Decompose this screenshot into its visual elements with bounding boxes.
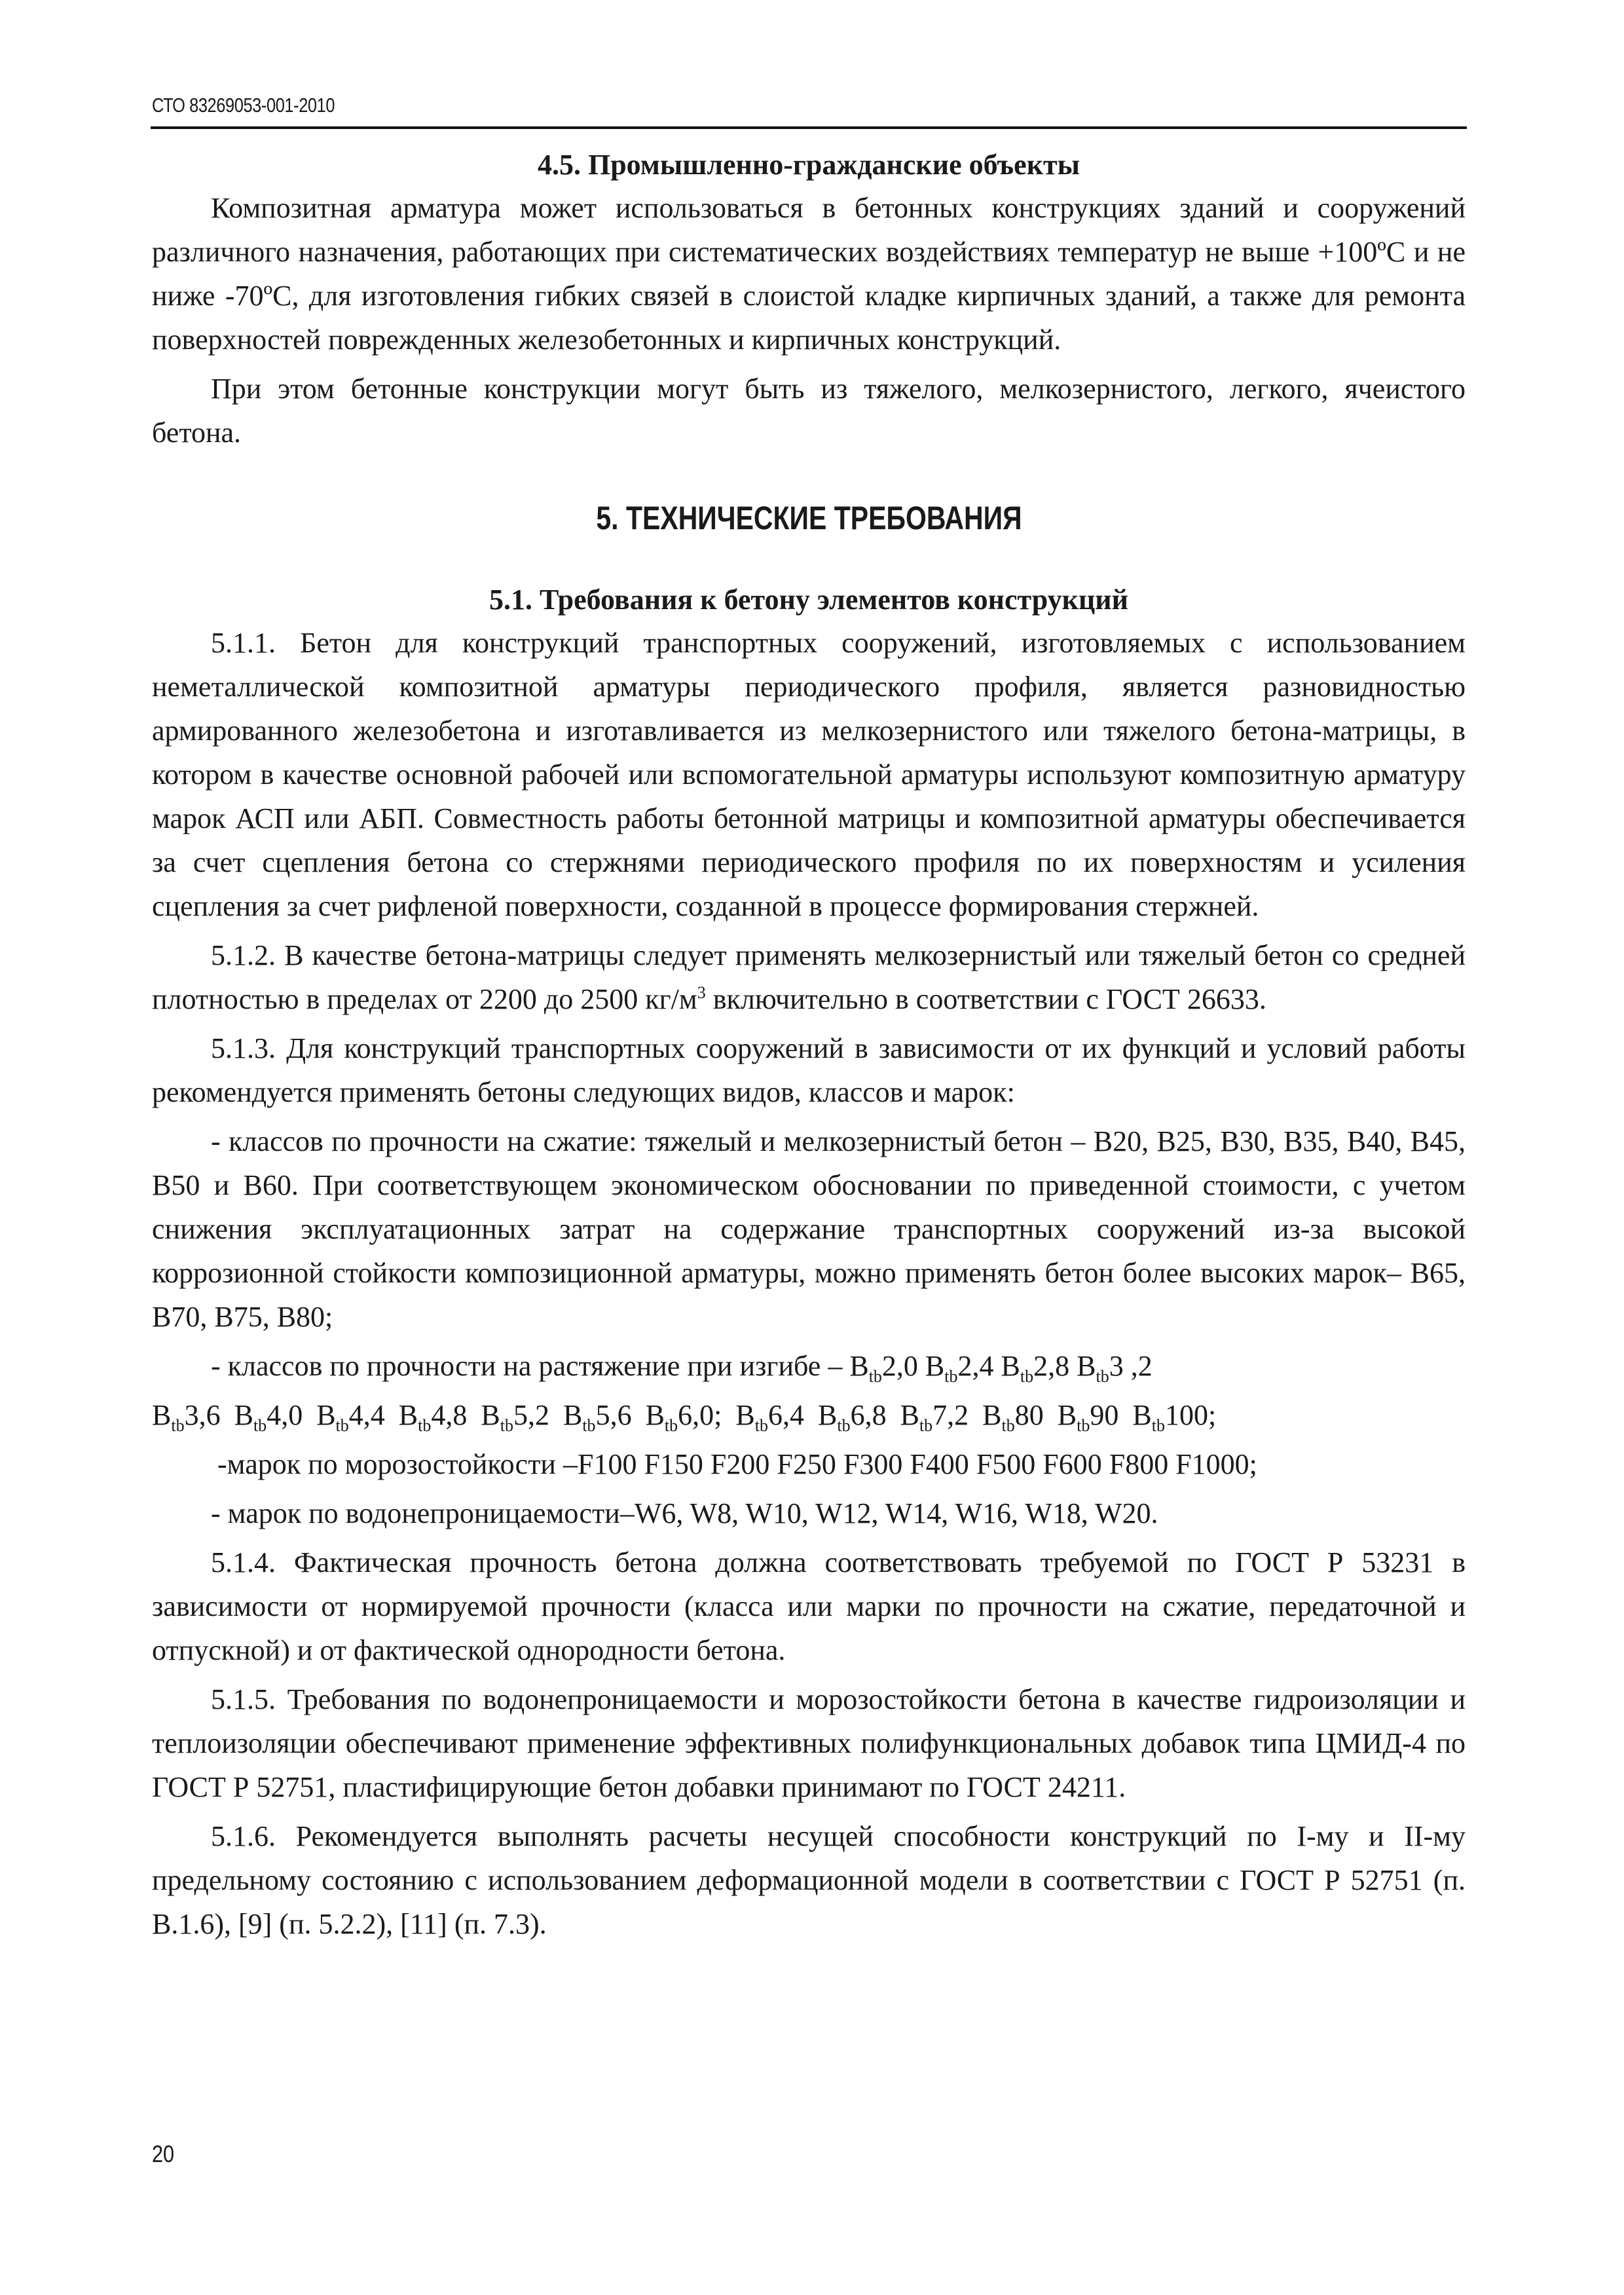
list-item-water-resistance: - марок по водонепроницаемости–W6, W8, W10, W12, W14, W16, W18, W20. — [211, 1497, 1158, 1529]
btb-line2-term: $B_{tb}3,6$ — [152, 1399, 221, 1435]
paragraph-5-1-6: 5.1.6. Рекомендуется выполнять расчеты несущей способности конструкций по I-му и II-му предельному состоянию с использованием деформационной модели в соответствии с ГОСТ Р 52751 (п. В.1.6), [9] (п. 5.2.2), [11] (п. 7.3). — [152, 1820, 1466, 1940]
btb-line1-term: $B_{tb}2,4$ — [925, 1350, 994, 1386]
btb-line2-term: $B_{tb}4,4$ — [316, 1399, 385, 1435]
btb-line2-term: $B_{tb}5,2$ — [481, 1399, 549, 1435]
tension-classes-intro: - классов по прочности на растяжение при изгибе – — [211, 1350, 843, 1382]
section-5-1-title: 5.1. Требования к бетону элементов конструкций — [489, 584, 1129, 616]
btb-line2-term: $B_{tb}90$ — [1057, 1399, 1119, 1435]
paragraph-5-1-1: 5.1.1. Бетон для конструкций транспортных сооружений, изготовляемых с использованием неметаллической композитной арматуры периодического профиля, является разновидностью армированного железобетона и изготавливается из мелкозернистого или тяжелого бетона-матрицы, в котором в качестве основной рабочей или вспомогательной арматуры используют композитную арматуру марок АСП или АБП. Совместность работы бетонной матрицы и композитной арматуры обеспечивается за счет сцепления бетона со стержнями периодического профиля по их поверхностям и усиления сцепления за счет рифленой поверхности, созданной в процессе формирования стержней. — [152, 627, 1466, 922]
section-4-5-paragraph-2: При этом бетонные конструкции могут быть из тяжелого, мелкозернистого, легкого, ячеистого бетона. — [152, 373, 1466, 449]
btb-line2-term: $B_{tb}6,4$ — [735, 1399, 804, 1435]
btb-line1-term: $B_{tb}2,0$ — [849, 1350, 918, 1386]
paragraph-5-1-3: 5.1.3. Для конструкций транспортных сооружений в зависимости от их функций и условий работы рекомендуется применять бетоны следующих видов, классов и марок: — [152, 1032, 1466, 1108]
btb-line2-term: $B_{tb}6,8$ — [817, 1399, 887, 1435]
list-item-tension-classes — [152, 1344, 1466, 1388]
btb-line2-term: $B_{tb}7,2$ — [900, 1399, 969, 1435]
btb-line1-term: $B_{tb}3$ ,2 — [1077, 1350, 1153, 1386]
btb-line2-term: $B_{tb}4,0$ — [234, 1399, 303, 1435]
list-item-frost-resistance: -марок по морозостойкости –F100 F150 F200 F250 F300 F400 F500 F600 F800 F1000; — [217, 1448, 1257, 1480]
section-5-title: 5. ТЕХНИЧЕСКИЕ ТРЕБОВАНИЯ — [595, 500, 1022, 536]
page-number: 20 — [152, 2140, 175, 2167]
btb-line2-term: $B_{tb}80$ — [982, 1399, 1044, 1435]
btb-line1-term: $B_{tb}2,8$ — [1001, 1350, 1070, 1386]
section-4-5-paragraph-1: Композитная арматура может использоваться в бетонных конструкциях зданий и сооружений различного назначения, работающих при систематических воздействиях температур не выше +100ºС и не ниже -70ºС, для изготовления гибких связей в слоистой кладке кирпичных зданий, а также для ремонта поверхностей поврежденных железобетонных и кирпичных конструкций. — [152, 192, 1466, 356]
btb-line2-term: $B_{tb}5,6$ — [563, 1399, 632, 1435]
header-rule — [151, 126, 1467, 129]
btb-line2-term: $B_{tb}6,0$; — [645, 1399, 722, 1435]
paragraph-5-1-5: 5.1.5. Требования по водонепроницаемости и морозостойкости бетона в качестве гидроизоляции и теплоизоляции обеспечивают применение эффективных полифункциональных добавок типа ЦМИД-4 по ГОСТ Р 52751, пластифицирующие бетон добавки принимают по ГОСТ 24211. — [152, 1683, 1466, 1803]
list-item-compression-classes: - классов по прочности на сжатие: тяжелый и мелкозернистый бетон – В20, В25, В30, В35, В40, В45, В50 и В60. При соответствующем экономическом обосновании по приведенной стоимости, с учетом снижения эксплуатационных затрат на содержание транспортных сооружений из-за высокой коррозионной стойкости композиционной арматуры, можно применять бетон более высоких марок– В65, В70, В75, В80; — [152, 1125, 1466, 1333]
paragraph-5-1-2: 5.1.2. В качестве бетона-матрицы следует применять мелкозернистый или тяжелый бетон со средней плотностью в пределах от 2200 до 2500 $кг/м^3$ включительно в соответствии с ГОСТ 26633. — [152, 939, 1466, 1015]
btb-classes-line-1 — [849, 1350, 1153, 1386]
section-4-5-title: 4.5. Промышленно-гражданские объекты — [537, 149, 1080, 181]
paragraph-5-1-4: 5.1.4. Фактическая прочность бетона должна соответствовать требуемой по ГОСТ Р 53231 в зависимости от нормируемой прочности (класса или марки по прочности на сжатие, передаточной и отпускной) и от фактической однородности бетона. — [152, 1546, 1466, 1666]
document-code-header: СТО 83269053-001-2010 — [152, 94, 335, 117]
btb-line2-term: $B_{tb}4,8$ — [398, 1399, 468, 1435]
page-body — [152, 144, 1466, 1951]
superscript-3: 3 — [697, 983, 706, 1002]
btb-classes-line-2 — [152, 1393, 1466, 1437]
btb-line2-term: $B_{tb}100$; — [1132, 1399, 1217, 1435]
